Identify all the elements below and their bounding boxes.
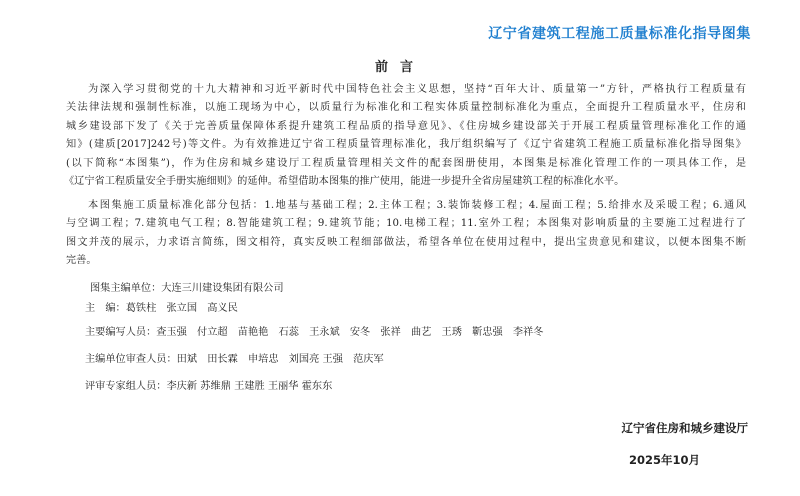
document-header-title: 辽宁省建筑工程施工质量标准化指导图集: [488, 26, 751, 42]
paragraph-2-line: 图文并茂的展示，力求语言简练，图文相符，真实反映工程细部做法，希望各单位在使用过程中，提出宝贵意见和建议，以便本图集不断: [66, 237, 746, 248]
issuer-signature: 辽宁省住房和城乡建设厅: [621, 421, 748, 435]
editor-unit: 图集主编单位：大连三川建设集团有限公司: [90, 283, 284, 294]
issue-date: 2025年10月: [628, 453, 700, 467]
paragraph-1-line: 城乡建设部下发了《关于完善质量保障体系提升建筑工程品质的指导意见》、《住房城乡建设部关于开展工程质量管理标准化工作的通: [66, 121, 746, 132]
paragraph-2-line: 与空调工程；7.建筑电气工程；8.智能建筑工程；9.建筑节能；10.电梯工程；11.室外工程；本图集对影响质量的主要施工过程进行了: [66, 218, 746, 229]
paragraph-1-line: 为深入学习贯彻党的十九大精神和习近平新时代中国特色社会主义思想，坚持“百年大计、质量第一”方针，严格执行工程质量有: [88, 84, 746, 95]
paragraph-2-line: 完善。: [66, 255, 97, 266]
expert-panel: 评审专家组人员：李庆新 苏维鼎 王建胜 王丽华 霍东东: [85, 381, 333, 392]
paragraph-1-line: (以下简称“本图集”)，作为住房和城乡建设厅工程质量管理相关文件的配套图册使用，本图集是标准化管理工作的一项具体工作，是: [66, 158, 746, 169]
chief-editors: 主 编：葛铁柱 张立国 高义民: [85, 303, 238, 314]
paragraph-1-line: 关法律法规和强制性标准，以施工现场为中心，以质量行为标准化和工程实体质量控制标准化为重点，全面提升工程质量水平，住房和: [66, 102, 746, 113]
main-writers: 主要编写人员：查玉强 付立超 苗艳艳 石蕊 王永斌 安冬 张祥 曲艺 王琇 靳忠强 李祥冬: [85, 327, 544, 338]
paragraph-1-line: 《辽宁省工程质量安全手册实施细则》的延伸。希望借助本图集的推广使用，能进一步提升全省房屋建筑工程的标准化水平。: [64, 176, 625, 187]
page-title: 前言: [374, 60, 425, 75]
paragraph-1-line: 知》(建质[2017]242号)等文件。为有效推进辽宁省工程质量管理标准化，我厅组织编写了《辽宁省建筑工程施工质量标准化指导图集》: [66, 139, 746, 150]
paragraph-2-line: 本图集施工质量标准化部分包括：1.地基与基础工程；2.主体工程；3.装饰装修工程；4.屋面工程；5.给排水及采暖工程；6.通风: [88, 200, 746, 211]
reviewers: 主编单位审查人员：田斌 田长霖 申培忠 刘国亮 王强 范庆军: [85, 354, 384, 365]
